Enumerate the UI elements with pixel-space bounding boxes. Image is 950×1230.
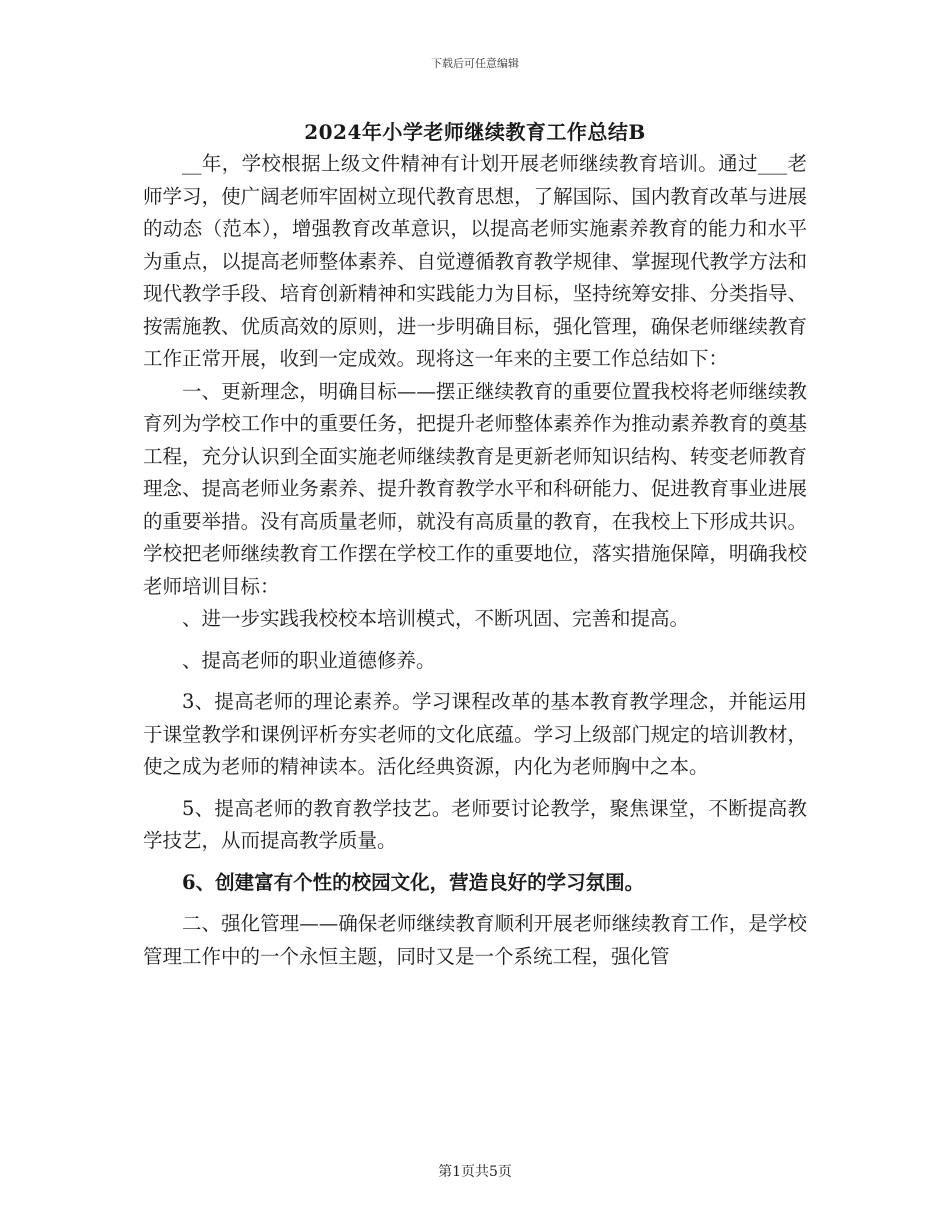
paragraph-goal-item-bold: 6、创建富有个性的校园文化，营造良好的学习氛围。 bbox=[182, 870, 645, 894]
paragraph-section-one: 一、更新理念，明确目标——摆正继续教育的重要位置我校将老师继续教育列为学校工作中的重要任务，把提升老师整体素养作为推动素养教育的奠基工程，充分认识到全面实施老师继续教育是更新老师知识结构、转变老师教育理念、提高老师业务素养、提升教育教学水平和科研能力、促进教育事业进展的重要举措。没有高质量老师，就没有高质量的教育，在我校上下形成共识。学校把老师继续教育工作摆在学校工作的重要地位，落实措施保障，明确我校老师培训目标： bbox=[143, 379, 807, 598]
header-note: 下载后可任意编辑 bbox=[431, 57, 519, 70]
paragraph-intro: __年，学校根据上级文件精神有计划开展老师继续教育培训。通过___老师学习，使广阔老师牢固树立现代教育思想，了解国际、国内教育改革与进展的动态（范本），增强教育改革意识，以提高老师实施素养教育的能力和水平为重点，以提高老师整体素养、自觉遵循教育教学规律、掌握现代教学方法和现代教学手段、培育创新精神和实践能力为目标，坚持统筹安排、分类指导、按需施教、优质高效的原则，进一步明确目标，强化管理，确保老师继续教育工作正常开展，收到一定成效。现将这一年来的主要工作总结如下： bbox=[143, 152, 807, 370]
document-title: 2024年小学老师继续教育工作总结B bbox=[304, 120, 646, 144]
paragraph-goal-item: 5、提高老师的教育教学技艺。老师要讨论教学，聚焦课堂，不断提高教学技艺，从而提高教学质量。 bbox=[143, 796, 807, 852]
paragraph-goal-item: 3、提高老师的理论素养。学习课程改革的基本教育教学理念，并能运用于课堂教学和课例评析夯实老师的文化底蕴。学习上级部门规定的培训教材，使之成为老师的精神读本。活化经典资源，内化为老师胸中之本。 bbox=[143, 690, 807, 778]
page-indicator: 第1页共5页 bbox=[438, 1164, 512, 1180]
paragraph-section-two: 二、强化管理——确保老师继续教育顺利开展老师继续教育工作，是学校管理工作中的一个永恒主题，同时又是一个系统工程，强化管 bbox=[143, 912, 807, 968]
paragraph-goal-item: 、提高老师的职业道德修养。 bbox=[182, 648, 436, 672]
document-body bbox=[143, 148, 807, 973]
paragraph-goal-item: 、进一步实践我校校本培训模式，不断巩固、完善和提高。 bbox=[182, 607, 690, 630]
